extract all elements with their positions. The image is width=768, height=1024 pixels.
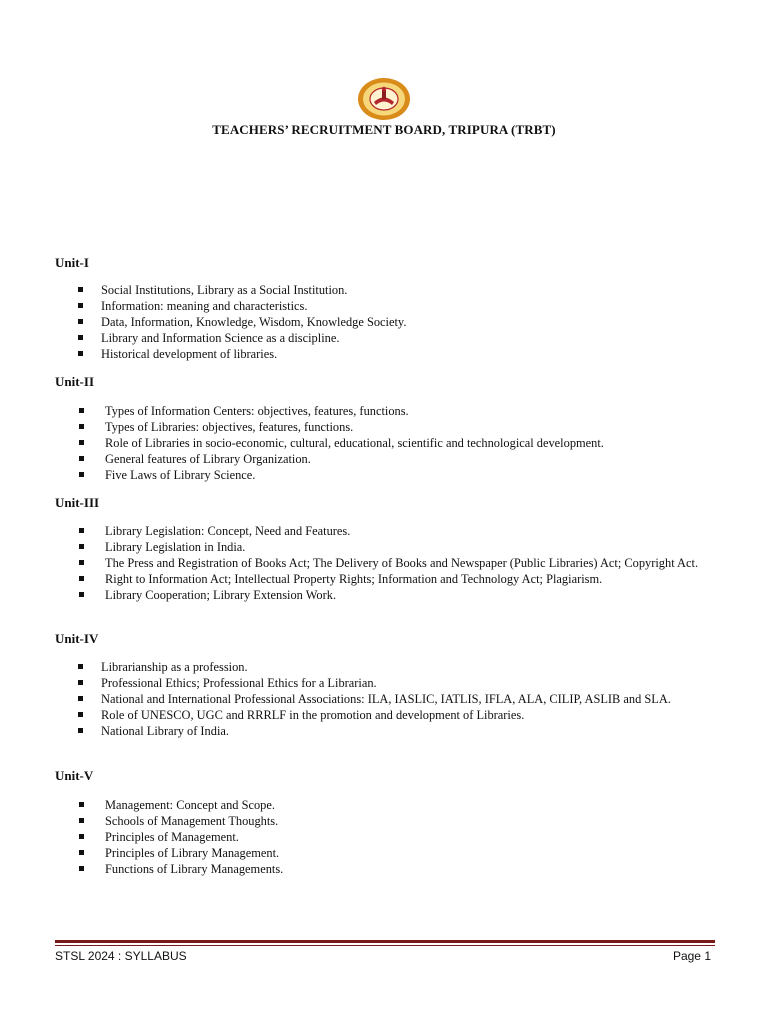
bullet-icon (79, 440, 84, 445)
bullet-icon (79, 544, 84, 549)
bullet-icon (79, 834, 84, 839)
bullet-icon (79, 472, 84, 477)
bullet-icon (78, 664, 83, 669)
bullet-icon (78, 351, 83, 356)
bullet-icon (79, 866, 84, 871)
bullet-icon (78, 712, 83, 717)
list-item: Historical development of libraries. (101, 346, 741, 362)
list-item: Library Legislation: Concept, Need and Features. (105, 523, 720, 539)
list-item: Principles of Library Management. (105, 845, 745, 861)
footer-rule (55, 940, 715, 943)
unit-1-list (101, 282, 741, 362)
bullet-icon (79, 802, 84, 807)
bullet-icon (78, 680, 83, 685)
unit-heading: Unit-I (55, 255, 89, 270)
unit-3-list (105, 523, 720, 603)
list-item: Schools of Management Thoughts. (105, 813, 745, 829)
list-item: Types of Libraries: objectives, features, functions. (105, 419, 745, 435)
unit-2-list (105, 403, 745, 483)
list-item: Professional Ethics; Professional Ethics for a Librarian. (101, 675, 716, 691)
list-item: Library Legislation in India. (105, 539, 720, 555)
list-item: Management: Concept and Scope. (105, 797, 745, 813)
list-item: Right to Information Act; Intellectual Property Rights; Information and Technology Act; Plagiarism. (105, 571, 720, 587)
bullet-icon (79, 592, 84, 597)
list-item: Role of UNESCO, UGC and RRRLF in the promotion and development of Libraries. (101, 707, 716, 723)
footer-document-label: STSL 2024 : SYLLABUS (55, 949, 187, 963)
list-item: Library and Information Science as a discipline. (101, 330, 741, 346)
bullet-icon (79, 456, 84, 461)
bullet-icon (79, 818, 84, 823)
bullet-icon (78, 319, 83, 324)
list-item: National and International Professional Associations: ILA, IASLIC, IATLIS, IFLA, ALA, CILIP, ASLIB and SLA. (101, 691, 716, 707)
list-item: Social Institutions, Library as a Social Institution. (101, 282, 741, 298)
list-item: Role of Libraries in socio-economic, cultural, educational, scientific and technological development. (105, 435, 745, 451)
list-item: Types of Information Centers: objectives, features, functions. (105, 403, 745, 419)
list-item: Library Cooperation; Library Extension Work. (105, 587, 720, 603)
list-item: Functions of Library Managements. (105, 861, 745, 877)
bullet-icon (78, 728, 83, 733)
bullet-icon (79, 528, 84, 533)
list-item: Five Laws of Library Science. (105, 467, 745, 483)
bullet-icon (78, 287, 83, 292)
bullet-icon (79, 576, 84, 581)
list-item: Principles of Management. (105, 829, 745, 845)
bullet-icon (79, 560, 84, 565)
bullet-icon (78, 696, 83, 701)
unit-heading: Unit-V (55, 768, 94, 783)
list-item: The Press and Registration of Books Act; The Delivery of Books and Newspaper (Public Libraries) Act; Copyright Act. (105, 555, 720, 571)
unit-4-list (101, 659, 716, 739)
list-item: Data, Information, Knowledge, Wisdom, Knowledge Society. (101, 314, 741, 330)
trbt-logo-icon (356, 77, 412, 121)
footer-rule-thin (55, 945, 715, 946)
list-item: Librarianship as a profession. (101, 659, 716, 675)
list-item: National Library of India. (101, 723, 716, 739)
unit-heading: Unit-II (55, 374, 95, 389)
bullet-icon (78, 335, 83, 340)
page-number: Page 1 (672, 949, 711, 963)
page-title: TEACHERS’ RECRUITMENT BOARD, TRIPURA (TRBT) (212, 122, 556, 137)
bullet-icon (79, 408, 84, 413)
unit-heading: Unit-IV (55, 631, 99, 646)
unit-heading: Unit-III (55, 495, 100, 510)
bullet-icon (78, 303, 83, 308)
bullet-icon (79, 424, 84, 429)
unit-5-list (105, 797, 745, 877)
list-item: General features of Library Organization. (105, 451, 745, 467)
list-item: Information: meaning and characteristics. (101, 298, 741, 314)
bullet-icon (79, 850, 84, 855)
